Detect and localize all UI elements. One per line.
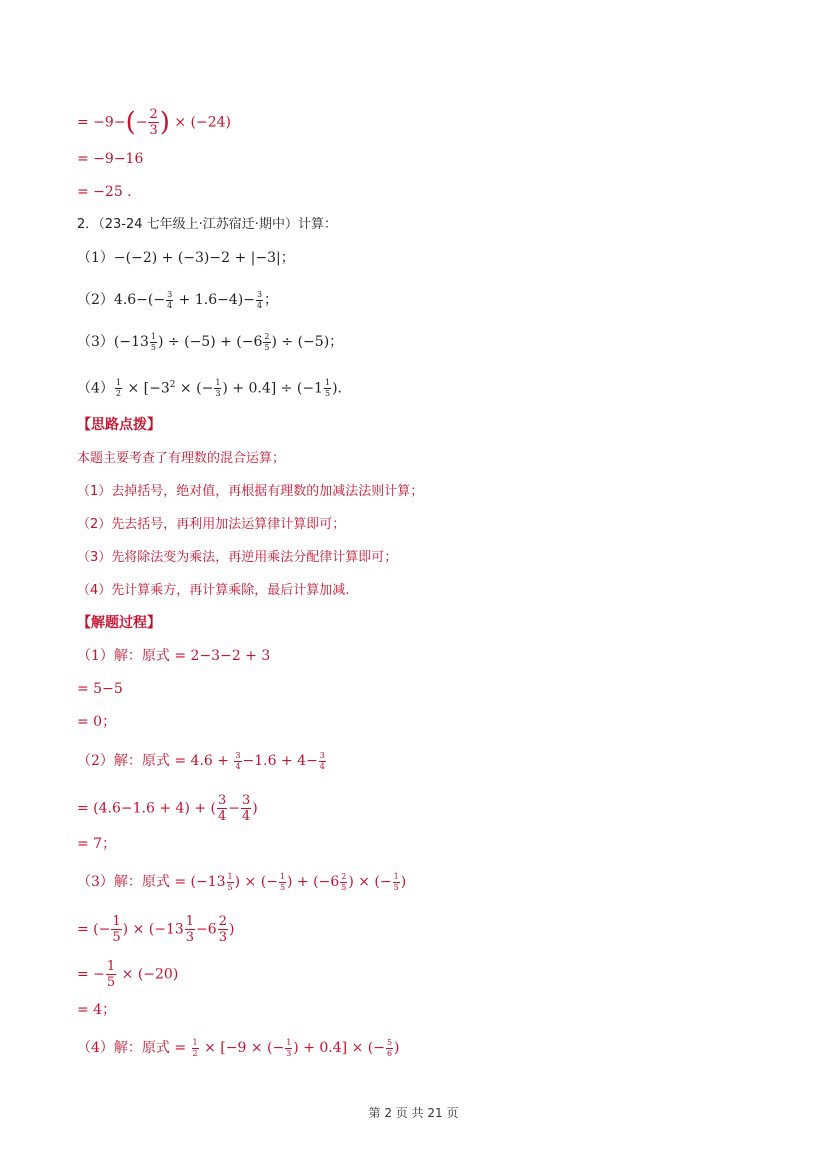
solution-line: = − $\frac{1}{5}$ × (−20): [77, 959, 179, 990]
solution-line: = (4.6−1.6 + 4) + ( $\frac{3}{4}$ − $\frac{3}{4}$ ): [77, 793, 258, 824]
problem-part: （3）(−13 $\frac{1}{5}$ ) ÷ (−5) + (−6 $\frac{2}{5}$ ) ÷ (−5)；: [77, 331, 344, 352]
hint-item: （1）去掉括号，绝对值，再根据有理数的加减法法则计算；: [77, 484, 424, 499]
problem-part: （4） $\frac{1}{2}$ × [$-3^2$ × (− $\frac{1}{3}$ ) + 0.4] ÷ (−1 $\frac{1}{5}$ )．: [77, 378, 352, 399]
solution-line: = 7；: [77, 836, 117, 852]
solution-line: = 4；: [77, 1002, 117, 1018]
hint-item: （3）先将除法变为乘法，再逆用乘法分配律计算即可；: [77, 550, 398, 565]
solution-line: = −25 .: [77, 184, 132, 200]
solution-line: = 5−5: [77, 681, 123, 697]
process-heading: 【解题过程】: [77, 615, 161, 631]
solution-line: = (− $\frac{1}{5}$ ) × (−13 $\frac{1}{3}$ −6 $\frac{2}{3}$ ): [77, 914, 235, 945]
problem-part: （1）−(−2) + (−3)−2 + |−3|；: [77, 250, 295, 266]
solution-line: （2）解：原式 = 4.6 + $\frac{3}{4}$ −1.6 + 4− $\frac{3}{4}$: [77, 750, 325, 771]
hint-heading: 【思路点拨】: [77, 417, 161, 433]
solution-line: = −9−(− $\frac{2}{3}$ ) × (−24): [77, 107, 231, 138]
hint-intro: 本题主要考查了有理数的混合运算；: [77, 451, 286, 466]
solution-line: （4）解：原式 = $\frac{1}{2}$ × [−9 × (− $\frac{1}{3}$ ) + 0.4] × (− $\frac{5}{6}$ ): [77, 1037, 400, 1058]
page-footer: 第 2 页 共 21 页: [368, 1106, 459, 1120]
solution-line: （1）解：原式 = 2−3−2 + 3: [77, 648, 271, 664]
problem-title: 2．（23-24 七年级上·江苏宿迁·期中）计算：: [77, 217, 337, 232]
solution-line: = 0；: [77, 714, 117, 730]
problem-part: （2）4.6−(− $\frac{3}{4}$ + 1.6−4)− $\frac{3}{4}$ ；: [77, 289, 279, 310]
solution-line: （3）解：原式 = (−13 $\frac{1}{5}$ ) × (− $\frac{1}{5}$ ) + (−6 $\frac{2}{5}$ ) × (− $\frac{1}{5}$ ): [77, 871, 407, 892]
hint-item: （2）先去括号，再利用加法运算律计算即可；: [77, 517, 346, 532]
solution-line: = −9−16: [77, 151, 144, 167]
hint-item: （4）先计算乘方，再计算乘除，最后计算加减.: [77, 583, 350, 598]
